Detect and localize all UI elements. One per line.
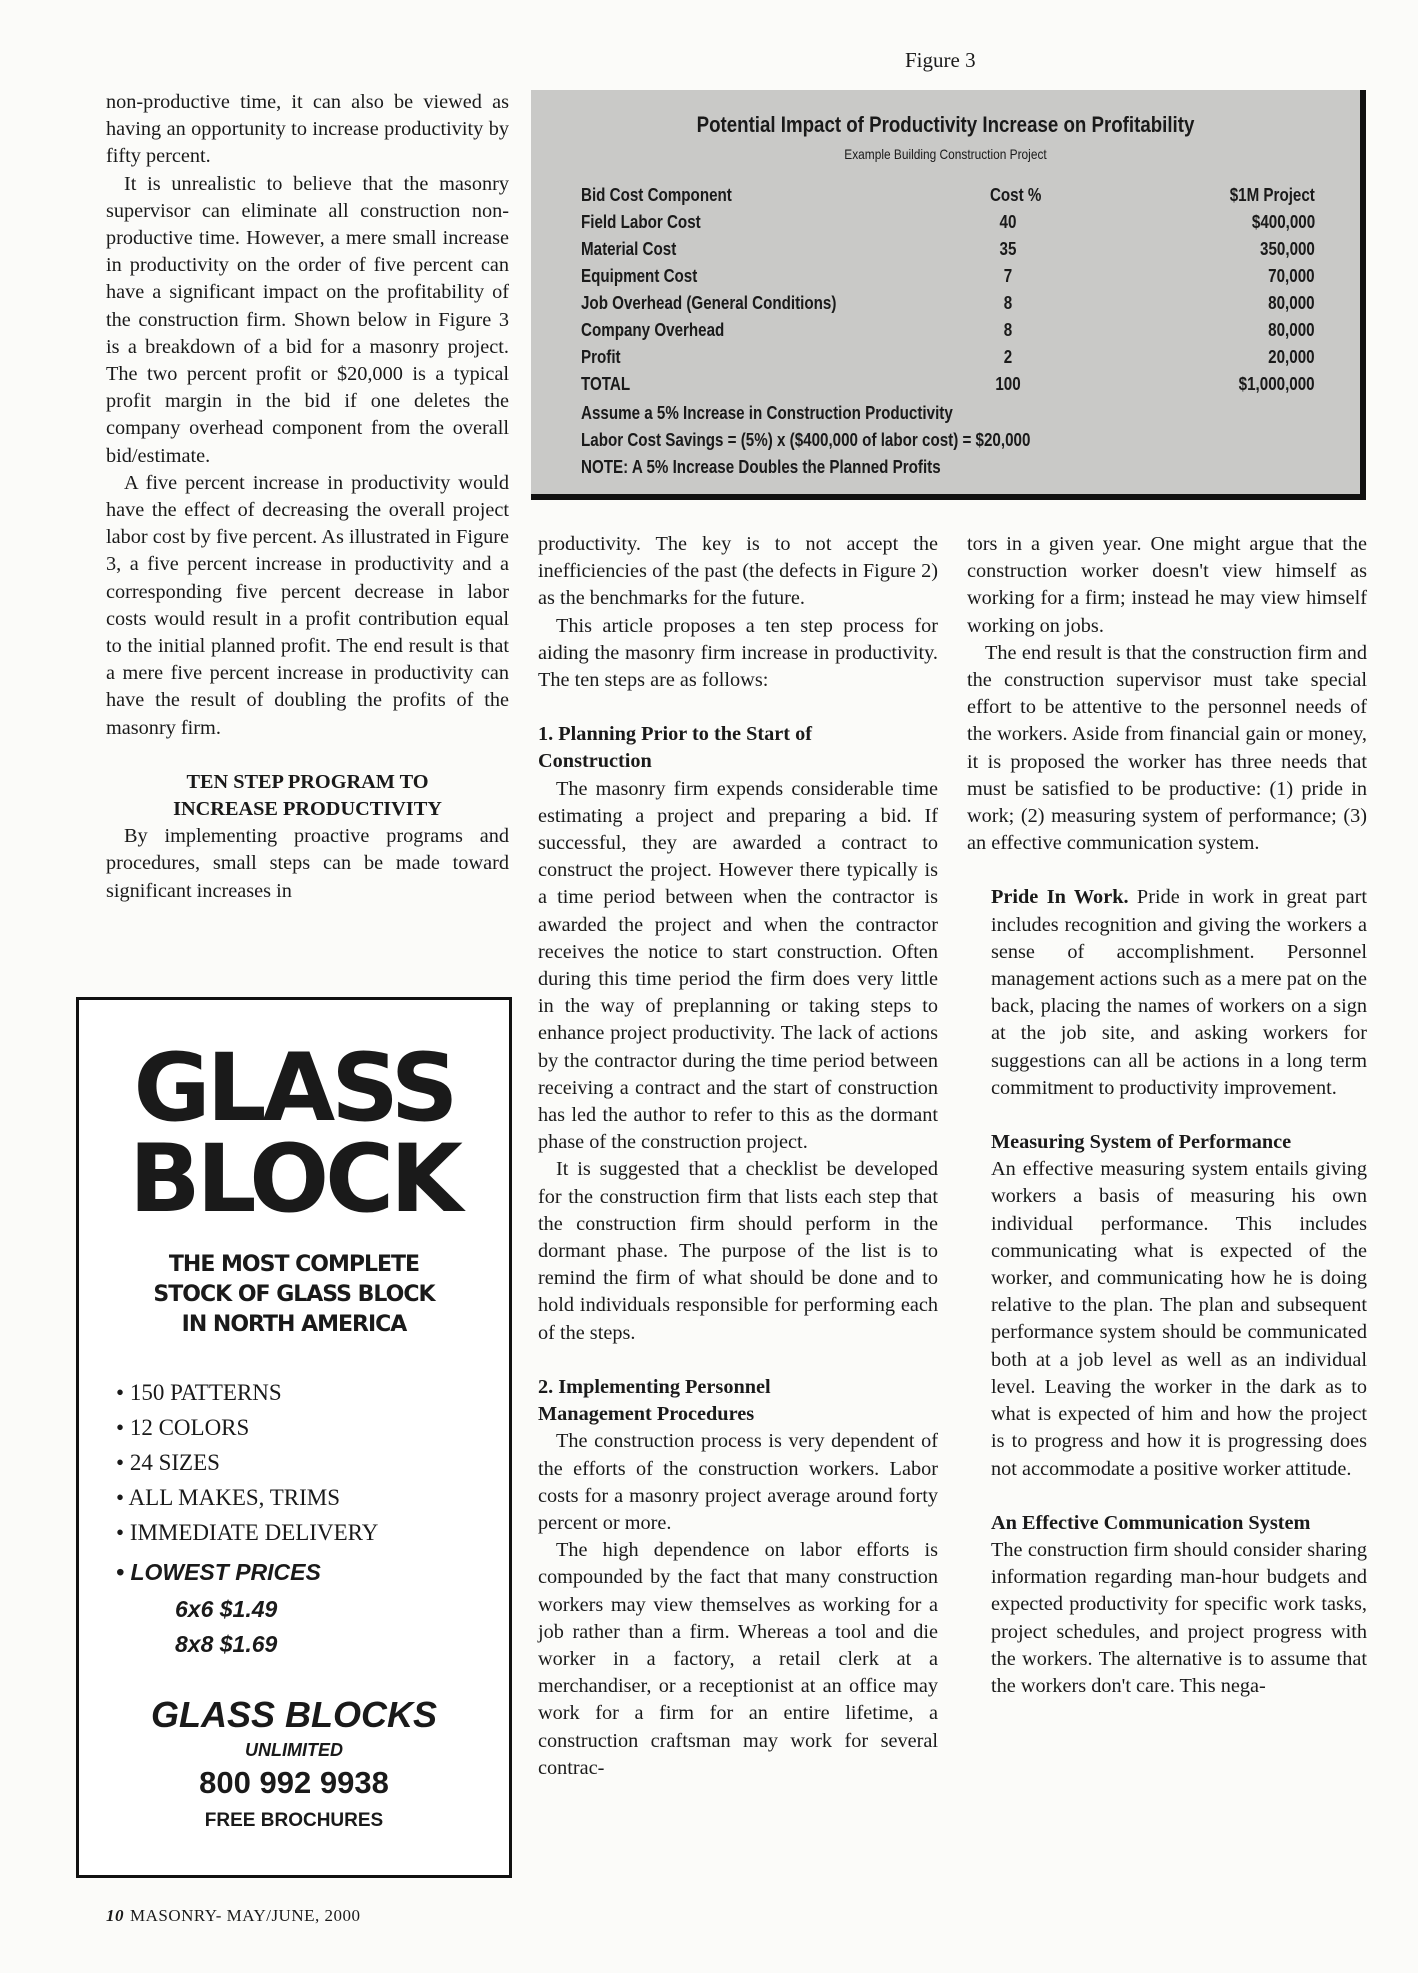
figure-note: Assume a 5% Increase in Construction Productivity (581, 402, 953, 423)
ad-brand-name: GLASS BLOCKS (150, 1694, 437, 1735)
list-item: • 150 PATTERNS (116, 1375, 378, 1410)
step-1-heading (538, 721, 938, 775)
row-project: 80,000 (1268, 292, 1315, 313)
measuring-section (967, 1129, 1367, 1483)
row-component: Job Overhead (General Conditions) (581, 292, 837, 313)
figure-note: NOTE: A 5% Increase Doubles the Planned Profits (581, 456, 941, 477)
section-heading-line: TEN STEP PROGRAM TO (186, 770, 429, 793)
ad-price-8x8: 8x8 $1.69 (175, 1631, 278, 1657)
row-pct: 40 (999, 211, 1017, 232)
communication-heading: An Effective Communication System (991, 1511, 1311, 1534)
step-heading-line: 2. Implementing Personnel (538, 1375, 771, 1398)
figure-note: Labor Cost Savings = (5%) x ($400,000 of labor cost) = $20,000 (581, 429, 1031, 450)
spacer (967, 1102, 1367, 1129)
measuring-heading: Measuring System of Performance (991, 1131, 1292, 1154)
row-pct: 35 (999, 238, 1017, 259)
table-row-total (581, 373, 1315, 401)
paragraph: The construction firm should consider sharing information regarding man-hour budgets and expected productivity for specific work tasks, project schedules, and project progress with the workers. The alternative is to assume that the workers don't care. This nega- (991, 1538, 1367, 1697)
list-item: • 24 SIZES (116, 1445, 378, 1480)
paragraph: An effective measuring system entails giving workers a basis of measuring his own individual performance. This includes communicating what is expected of the worker, and communicating how he is doing relative to the plan. The plan and subsequent performance system should be communicated both at a job level as well as an individual level. Leaving the worker in the dark as to what is expected of him and how the project is to progress and how it is progressing does not accommodate a positive worker attitude. (991, 1158, 1367, 1480)
paragraph: It is unrealistic to believe that the masonry supervisor can eliminate all construction non-productive time. However, a mere small increase in productivity on the order of five percent can have a significant impact on the profitability of the construction firm. Shown below in Figure 3 is a breakdown of a bid for a masonry project. The two percent profit or $20,000 is a typical profit margin in the bid if one deletes the company overhead component from the overall bid/estimate. (106, 172, 509, 467)
row-pct: 100 (995, 373, 1021, 394)
figure-title: Potential Impact of Productivity Increase on Profitability (696, 112, 1195, 137)
figure-subtitle: Example Building Construction Project (844, 146, 1047, 162)
ad-tagline-line: STOCK OF GLASS BLOCK (153, 1282, 435, 1307)
row-pct: 8 (1003, 292, 1013, 313)
paragraph: non-productive time, it can also be viewed as having an opportunity to increase productivity by fifty percent. (106, 91, 509, 168)
section-heading (106, 769, 509, 823)
ad-free-brochures: FREE BROCHURES (204, 1810, 384, 1831)
section-heading-line: INCREASE PRODUCTIVITY (173, 798, 442, 821)
page-footer (106, 1906, 361, 1926)
pride-heading: Pride In Work. (991, 886, 1129, 909)
list-item: • IMMEDIATE DELIVERY (116, 1515, 378, 1550)
paragraph: This article proposes a ten step process for aiding the masonry firm increase in productivity. The ten steps are as follows: (538, 614, 938, 692)
row-component: Material Cost (581, 238, 677, 259)
spacer (967, 1483, 1367, 1510)
header-pct: Cost % (989, 184, 1042, 205)
paragraph: The end result is that the construction firm and the construction supervisor must take special effort to be attentive to the personnel needs of the workers. Aside from financial gain or money, it is proposed the worker has three needs that must be satisfied to be productive: (1) pride in work; (2) measuring system of performance; (3) an effective communication system. (967, 641, 1367, 855)
row-component: Field Labor Cost (581, 211, 701, 232)
row-component: TOTAL (581, 373, 631, 394)
paragraph: The high dependence on labor efforts is compounded by the fact that many construction workers may view themselves as working for a job rather than a firm. Whereas a tool and die worker in a factory, a retail clerk at a merchandiser, or a receptionist at an office may work for a firm for an entire lifetime, a construction craftsman may work for several contrac- (538, 1539, 938, 1779)
step-heading-line: Construction (538, 750, 652, 773)
paragraph: productivity. The key is to not accept the inefficiencies of the past (the defects in Figure 2) as the benchmarks for the future. (538, 533, 938, 610)
ad-price-6x6: 6x6 $1.49 (175, 1596, 278, 1622)
ad-tagline-line: IN NORTH AMERICA (181, 1312, 407, 1337)
glass-block-advertisement (76, 997, 512, 1878)
ad-headline-glass: GLASS (133, 1034, 455, 1143)
step-2-heading (538, 1374, 938, 1428)
article-column-1 (106, 89, 509, 905)
row-pct: 7 (1003, 265, 1013, 286)
row-pct: 2 (1003, 346, 1013, 367)
figure-3-table (531, 90, 1366, 500)
ad-tagline-line: THE MOST COMPLETE (168, 1252, 420, 1277)
publication-info: MASONRY- MAY/JUNE, 2000 (130, 1906, 361, 1925)
page-number: 10 (106, 1906, 124, 1925)
row-project: 80,000 (1268, 319, 1315, 340)
list-item: • 12 COLORS (116, 1410, 378, 1445)
paragraph: The construction process is very dependent of the efforts of the construction workers. Labor costs for a masonry project average around forty percent or more. (538, 1430, 938, 1534)
spacer (967, 857, 1367, 884)
figure-label: Figure 3 (905, 48, 976, 72)
ad-brand-subtitle: UNLIMITED (245, 1740, 343, 1760)
table-row (581, 211, 1315, 239)
header-project: $1M Project (1229, 184, 1315, 205)
row-project: 350,000 (1260, 238, 1315, 259)
row-project: $1,000,000 (1239, 373, 1315, 394)
paragraph: The masonry firm expends considerable time estimating a project and preparing a bid. If successful, they are awarded a contract to construct the project. However there typically is a time period between when the contractor is awarded the project and when the contractor receives the notice to start construction. Often during this time period the firm does very little in the way of preplanning or taking steps to enhance project productivity. The lack of actions by the contractor during the time period between receiving a contract and the start of construction has led the author to refer to this as the dormant phase of the construction project. (538, 777, 938, 1154)
table-row (581, 319, 1315, 347)
communication-section (967, 1510, 1367, 1700)
pride-text: Pride in work in great part includes recognition and giving the workers a sense of accomplishment. Personnel management actions such as a mere pat on the back, placing the names of workers on a sign at the job site, and asking workers for suggestions can all be actions in a long term commitment to productivity improvement. (991, 886, 1367, 1099)
step-heading-line: 1. Planning Prior to the Start of (538, 723, 812, 746)
ad-phone-number: 800 992 9938 (199, 1765, 389, 1800)
table-header-row (581, 184, 1315, 212)
pride-paragraph (967, 884, 1367, 1102)
list-item: • ALL MAKES, TRIMS (116, 1480, 378, 1515)
row-project: $400,000 (1251, 211, 1315, 232)
row-pct: 8 (1003, 319, 1013, 340)
article-column-3 (967, 531, 1367, 1700)
paragraph: By implementing proactive programs and procedures, small steps can be made toward significant increases in (106, 825, 509, 902)
ad-tagline (79, 1250, 509, 1340)
table-row (581, 238, 1315, 266)
article-column-2 (538, 531, 938, 1782)
table-row (581, 346, 1315, 374)
step-heading-line: Management Procedures (538, 1403, 755, 1426)
row-component: Profit (581, 346, 621, 367)
paragraph: tors in a given year. One might argue that the construction worker doesn't view himself as working for a firm; instead he may view himself working on jobs. (967, 533, 1367, 637)
table-row (581, 292, 1315, 320)
table-row (581, 265, 1315, 293)
row-project: 70,000 (1268, 265, 1315, 286)
row-project: 20,000 (1268, 346, 1315, 367)
ad-headline-block: BLOCK (129, 1125, 459, 1234)
row-component: Equipment Cost (581, 265, 698, 286)
ad-lowest-prices: • LOWEST PRICES (116, 1559, 321, 1585)
paragraph: It is suggested that a checklist be developed for the construction firm that lists each step that the construction firm should perform in the dormant phase. The purpose of the list is to remind the firm of what should be done and to hold individuals responsible for performing each of the steps. (538, 1158, 938, 1344)
ad-feature-list (116, 1375, 378, 1550)
paragraph: A five percent increase in productivity would have the effect of decreasing the overall project labor cost by five percent. As illustrated in Figure 3, a five percent increase in productivity and a corresponding five percent decrease in labor costs would result in a profit contribution equal to the initial planned profit. The end result is that a mere five percent increase in productivity can have the result of doubling the profits of the masonry firm. (106, 471, 509, 739)
header-component: Bid Cost Component (581, 184, 732, 205)
row-component: Company Overhead (581, 319, 725, 340)
